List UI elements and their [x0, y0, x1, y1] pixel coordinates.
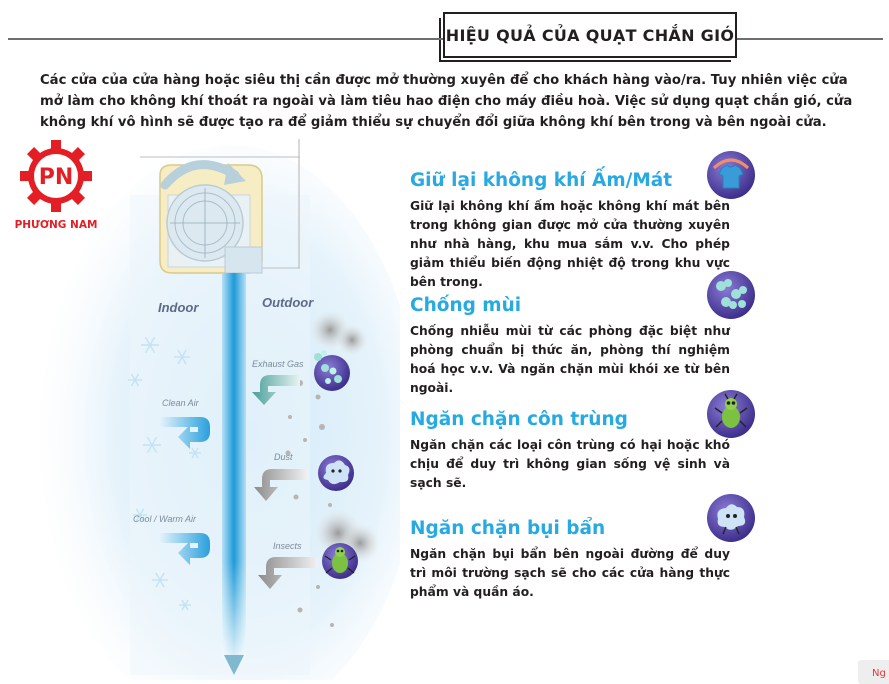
feature-anti-odor [410, 294, 740, 398]
feature-title: Giữ lại không khí Ấm/Mát [410, 170, 673, 191]
intro-paragraph: Các cửa của cửa hàng hoặc siêu thị cần được mở thường xuyên để cho khách hàng vào/ra. Tuy nhiên việc cửa mở làm cho không khí thoát ra ngoài và làm tiêu hao điện cho máy điều hoà. Việc sử dụng quạt chắn gió, cửa không khí vô hình sẽ được tạo ra để giảm thiểu sự chuyển đổi giữa không khí bên trong và bên ngoài cửa. [40, 73, 853, 130]
dust-cloud-icon [706, 493, 756, 543]
feature-block-insects [410, 408, 740, 493]
cool-warm-air-label: Cool / Warm Air [133, 514, 197, 524]
indoor-label: Indoor [158, 300, 199, 315]
feature-text: Giữ lại không khí ấm hoặc không khí mát bên trong không gian được mở cửa thường xuyên như nhà hàng, khu mua sắm v.v. Cho phép giảm thiểu biến động nhiệt độ trong khu vực bên trong. [410, 199, 730, 289]
dust-label: Dust [274, 452, 293, 462]
shirt-icon [706, 150, 756, 200]
header-rule-right [737, 38, 883, 40]
odor-molecule-icon [706, 270, 756, 320]
corner-tab[interactable]: Ng [858, 660, 889, 684]
outdoor-label: Outdoor [262, 295, 314, 310]
company-logo [10, 138, 102, 234]
gear-icon [20, 140, 92, 212]
dust-creature-icon [318, 455, 354, 491]
header-rule-left [8, 38, 445, 40]
feature-text: Ngăn chặn bụi bẩn bên ngoài đường để duy trì môi trường sạch sẽ cho các cửa hàng thực phẩm và quần áo. [410, 547, 730, 599]
exhaust-gas-label: Exhaust Gas [252, 359, 304, 369]
feature-keep-air [410, 169, 740, 292]
insects-label: Insects [273, 541, 302, 551]
feature-text: Chống nhiễu mùi từ các phòng đặc biệt như phòng chuẩn bị thức ăn, phòng thí nghiệm hoá học v.v. Và ngăn chặn mùi khói xe từ bên ngoài. [410, 324, 730, 395]
feature-block-dust [410, 517, 740, 602]
insect-creature-icon [322, 543, 358, 579]
logo-name: PHƯƠNG NAM [14, 219, 98, 231]
logo-mark: PN [38, 165, 74, 190]
page-title [443, 12, 737, 58]
feature-title: Ngăn chặn bụi bẩn [410, 518, 606, 539]
insect-icon [706, 389, 756, 439]
feature-title: Ngăn chặn côn trùng [410, 409, 628, 430]
clean-air-label: Clean Air [162, 398, 199, 408]
air-curtain-unit [160, 163, 262, 273]
feature-title: Chống mùi [410, 295, 522, 316]
page-title-text: HIỆU QUẢ CỦA QUẠT CHẮN GIÓ [445, 25, 735, 45]
feature-text: Ngăn chặn các loại côn trùng có hại hoặc khó chịu để duy trì không gian sống vệ sinh và sạch sẽ. [410, 438, 730, 490]
